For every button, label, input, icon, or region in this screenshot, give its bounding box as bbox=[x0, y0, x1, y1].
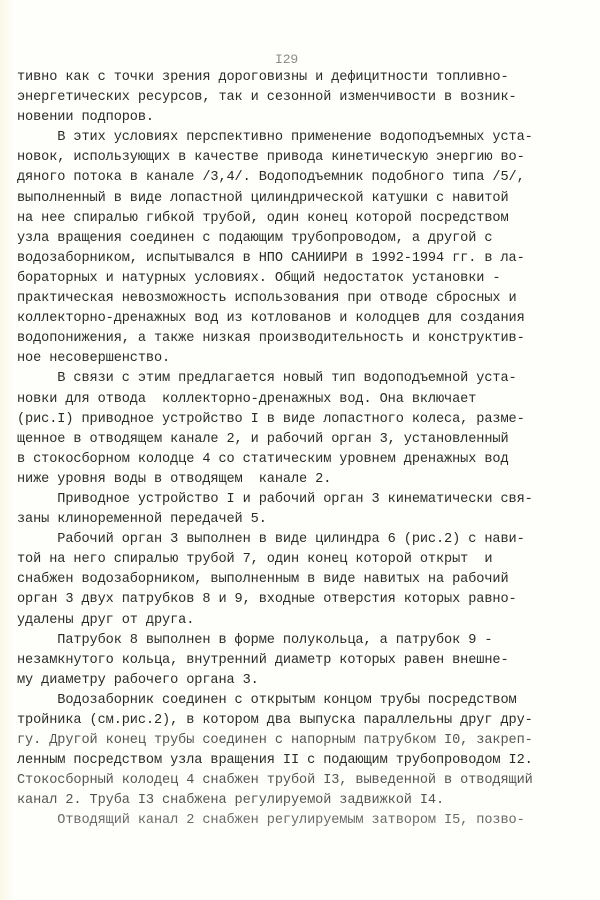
text-line: водозаборником, испытывался в НПО САНИИРИ в 1992-1994 гг. в ла- bbox=[17, 250, 525, 266]
text-line: новок, использующих в качестве привода кинетическую энергию во- bbox=[17, 150, 525, 166]
text-line: новки для отвода коллекторно-дренажных вод. Она включает bbox=[17, 391, 477, 407]
paper-edge-shading bbox=[0, 0, 14, 900]
text-line: снабжен водозаборником, выполненным в виде навитых на рабочий bbox=[17, 572, 509, 588]
text-line: тивно как с точки зрения дороговизны и дефицитности топливно- bbox=[17, 70, 509, 85]
text-line: (рис.I) приводное устройство I в виде лопастного колеса, разме- bbox=[17, 411, 525, 427]
text-line: Рабочий орган 3 выполнен в виде цилиндра 6 (рис.2) с нави- bbox=[17, 532, 525, 548]
text-line: ленным посредством узла вращения II с подающим трубопроводом I2. bbox=[17, 753, 533, 769]
text-line: Водозаборник соединен с открытым концом трубы посредством bbox=[17, 692, 517, 708]
text-line: ное несовершенство. bbox=[17, 351, 171, 367]
text-line: узла вращения соединен с подающим трубопроводом, а другой с bbox=[17, 230, 493, 246]
text-line: практическая невозможность использования при отводе сбросных и bbox=[17, 291, 517, 307]
body-text bbox=[17, 68, 577, 832]
text-line: той на него спиралью трубой 7, один конец которой открыт и bbox=[17, 552, 493, 568]
text-line: щенное в отводящем канале 2, и рабочий орган 3, установленный bbox=[17, 431, 509, 447]
text-line: Патрубок 8 выполнен в форме полукольца, а патрубок 9 - bbox=[17, 632, 493, 648]
page-number: I29 bbox=[275, 52, 299, 67]
text-line: дяного потока в канале /3,4/. Водоподъемник подобного типа /5/, bbox=[17, 170, 525, 186]
text-line: В связи с этим предлагается новый тип водоподъемной уста- bbox=[17, 371, 517, 387]
text-line: Приводное устройство I и рабочий орган 3 кинематически свя- bbox=[17, 491, 533, 507]
text-line: Отводящий канал 2 снабжен регулируемым затвором I5, позво- bbox=[17, 813, 525, 829]
text-line: бораторных и натурных условиях. Общий недостаток установки - bbox=[17, 270, 501, 286]
text-line: энергетических ресурсов, так и сезонной изменчивости в возник- bbox=[17, 90, 517, 106]
text-line: тройника (см.рис.2), в котором два выпуска параллельны друг дру- bbox=[17, 713, 533, 728]
text-line: в стокосборном колодце 4 со статическим уровнем дренажных вод bbox=[17, 451, 509, 467]
text-line: новении подпоров. bbox=[17, 110, 154, 126]
text-line: ниже уровня воды в отводящем канале 2. bbox=[17, 471, 332, 487]
text-line: орган 3 двух патрубков 8 и 9, входные отверстия которых равно- bbox=[17, 592, 517, 608]
text-line: коллекторно-дренажных вод из котлованов и колодцев для создания bbox=[17, 311, 525, 327]
text-line: на нее спиралью гибкой трубой, один конец которой посредством bbox=[17, 210, 509, 226]
text-line: Стокосборный колодец 4 снабжен трубой I3, выведенной в отводящий bbox=[17, 773, 533, 789]
text-line: В этих условиях перспективно применение водоподъемных уста- bbox=[17, 130, 533, 146]
text-line: выполненный в виде лопастной цилиндрической катушки с навитой bbox=[17, 190, 509, 206]
text-line: удалены друг от друга. bbox=[17, 612, 195, 628]
text-line: канал 2. Труба I3 снабжена регулируемой задвижкой I4. bbox=[17, 793, 445, 809]
text-line: заны клиноременной передачей 5. bbox=[17, 512, 267, 528]
text-line: водопонижения, а также низкая производительность и конструктив- bbox=[17, 331, 525, 347]
text-line: му диаметру рабочего органа 3. bbox=[17, 672, 259, 688]
text-line: незамкнутого кольца, внутренний диаметр которых равен внешне- bbox=[17, 652, 509, 668]
text-line: гу. Другой конец трубы соединен с напорным патрубком I0, закреп- bbox=[17, 733, 533, 749]
